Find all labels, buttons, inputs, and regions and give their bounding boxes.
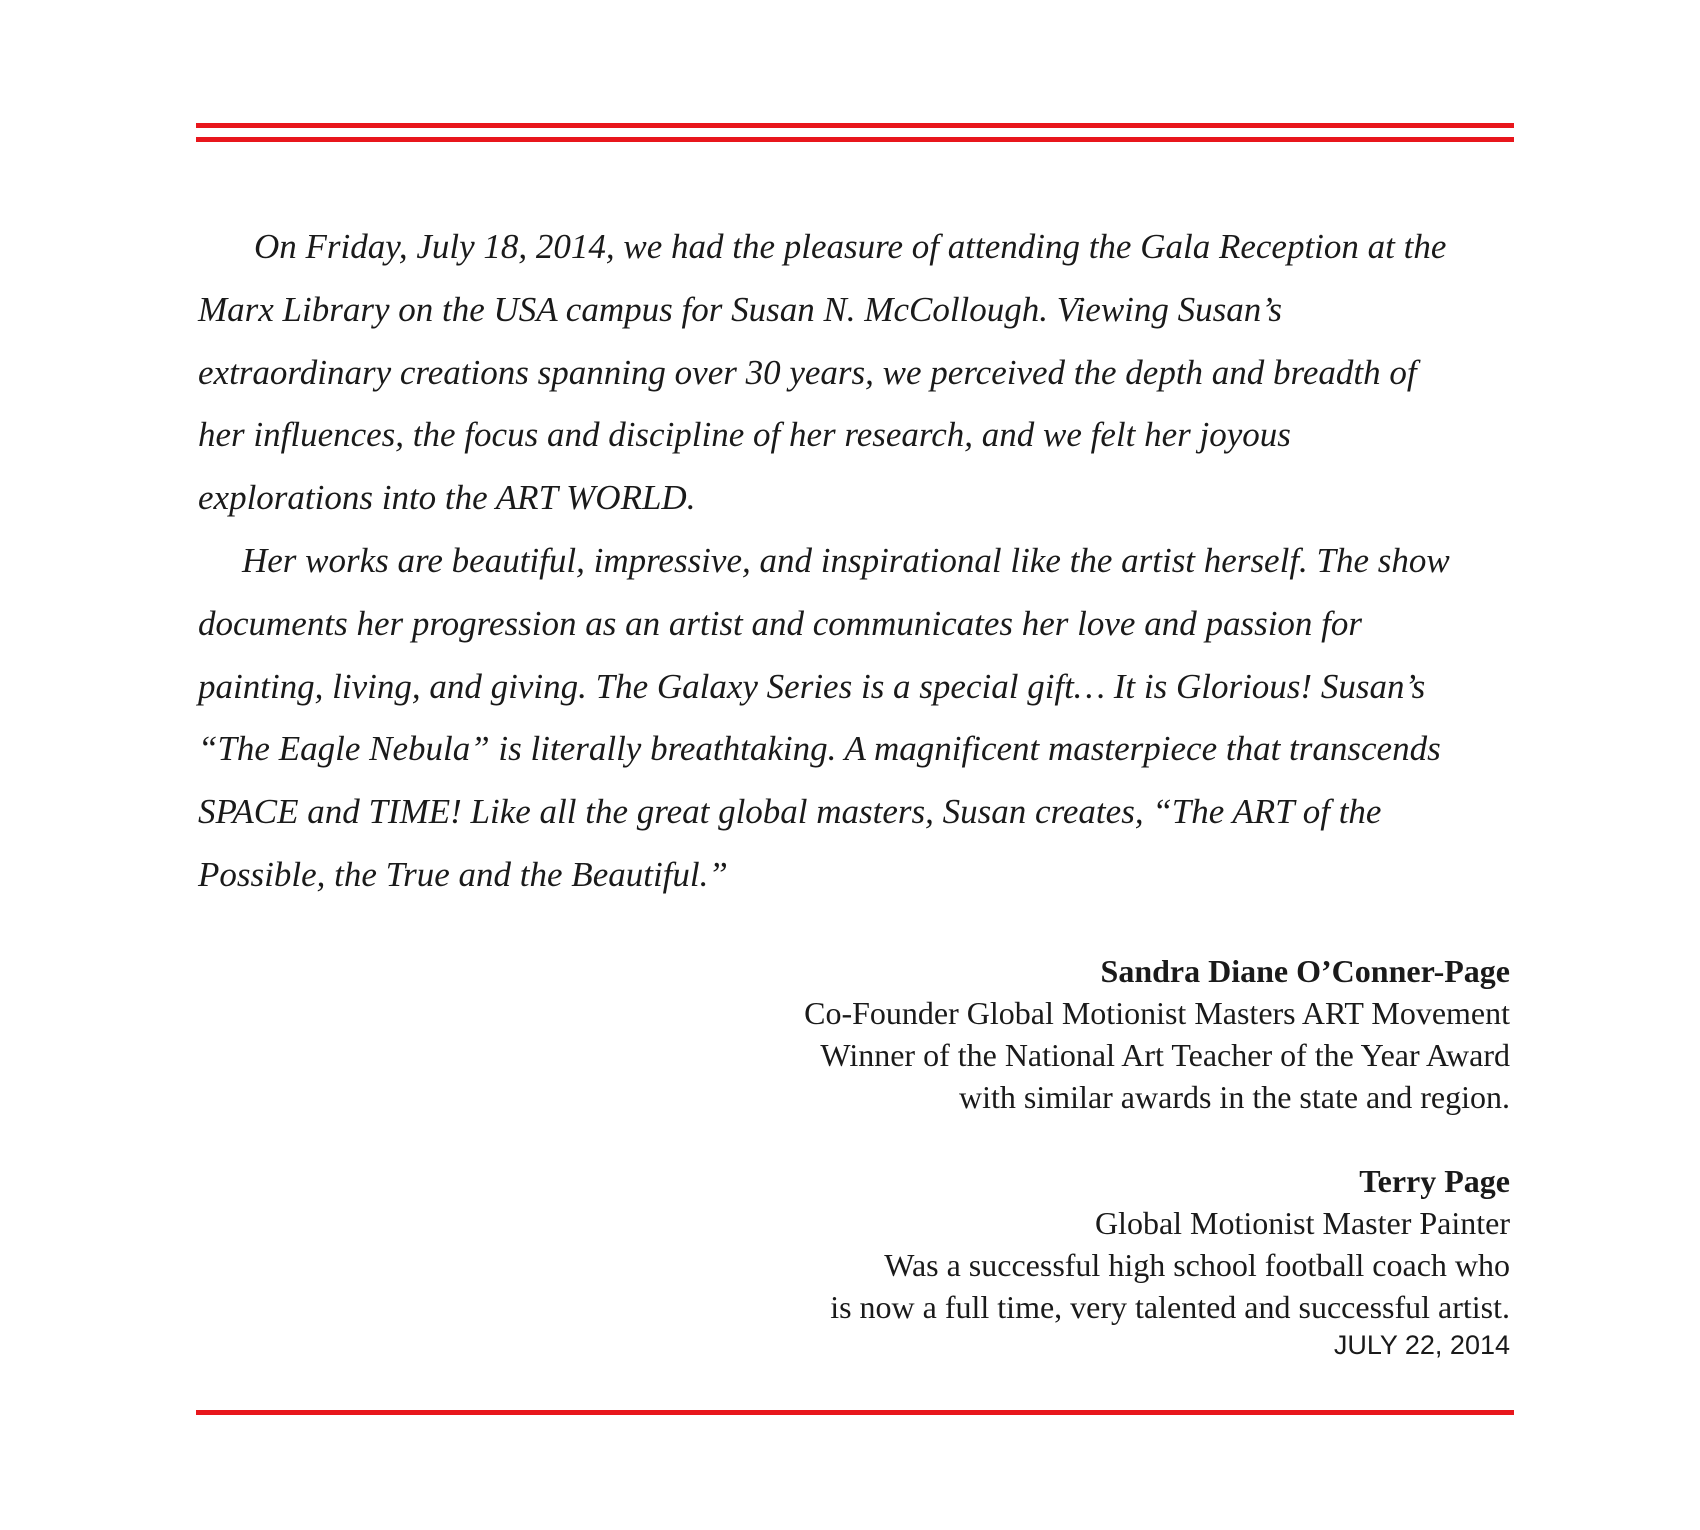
paragraph-1 (198, 216, 1518, 530)
signer-credential: Winner of the National Art Teacher of the Year Award (820, 1037, 1510, 1073)
body-line: “The Eagle Nebula” is literally breathtaking. A magnificent masterpiece that transcends (198, 729, 1441, 769)
signer-name: Terry Page (1359, 1163, 1510, 1199)
letter-date: JULY 22, 2014 (1333, 1330, 1510, 1360)
signature-block-terry (510, 1160, 1510, 1362)
top-rule-upper (196, 123, 1514, 128)
signer-name: Sandra Diane O’Conner-Page (1100, 953, 1510, 989)
bottom-rule (196, 1410, 1514, 1415)
body-line: explorations into the ART WORLD. (198, 478, 696, 518)
body-line: her influences, the focus and discipline of her research, and we felt her joyous (198, 415, 1291, 455)
signature-block-sandra (510, 950, 1510, 1118)
signer-credential: Was a successful high school football coach who (884, 1247, 1510, 1283)
body-line: documents her progression as an artist and communicates her love and passion for (198, 603, 1363, 643)
signer-credential: is now a full time, very talented and successful artist. (830, 1289, 1510, 1325)
body-line: painting, living, and giving. The Galaxy Series is a special gift… It is Glorious! Susan’s (198, 666, 1426, 706)
body-line: Her works are beautiful, impressive, and inspirational like the artist herself. The show (242, 540, 1450, 580)
body-line: SPACE and TIME! Like all the great global masters, Susan creates, “The ART of the (198, 792, 1382, 832)
signature-section (510, 950, 1510, 1362)
signer-credential: Global Motionist Master Painter (1094, 1205, 1510, 1241)
paragraph-2 (198, 530, 1518, 907)
signer-credential: with similar awards in the state and region. (959, 1079, 1510, 1115)
letter-body (198, 216, 1518, 907)
body-line: Possible, the True and the Beautiful.” (198, 854, 728, 894)
body-line: On Friday, July 18, 2014, we had the pleasure of attending the Gala Reception at the (254, 227, 1447, 266)
top-rule-lower (196, 137, 1514, 142)
body-line: Marx Library on the USA campus for Susan N. McCollough. Viewing Susan’s (198, 289, 1283, 329)
signer-credential: Co-Founder Global Motionist Masters ART Movement (804, 995, 1510, 1031)
body-line: extraordinary creations spanning over 30 years, we perceived the depth and breadth of (198, 352, 1417, 392)
